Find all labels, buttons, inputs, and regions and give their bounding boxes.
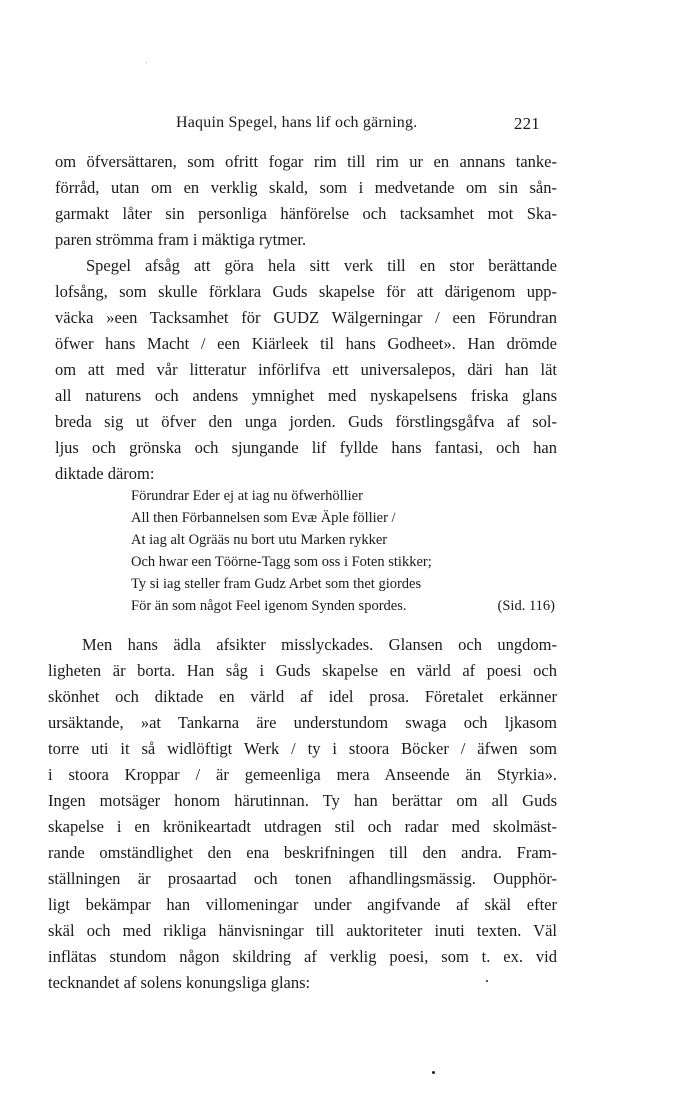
verse-line: At iag alt Ogrääs nu bort utu Marken rykker — [131, 532, 388, 548]
text-line: Spegel afsåg att göra hela sitt verk till en stor berättande — [86, 256, 557, 275]
text-line: ligt bekämpar han villomeningar under angifvande af skäl efter — [48, 895, 557, 914]
text-line: diktade därom: — [55, 464, 155, 483]
text-line: tecknandet af solens konungsliga glans: — [48, 973, 311, 992]
text-line: skäl och med rikliga hänvisningar till auktoriteter inuti texten. Väl — [48, 921, 557, 940]
running-title: Haquin Spegel, hans lif och gärning. — [176, 114, 418, 131]
page-number: 221 — [513, 114, 540, 133]
text-line: rande omständlighet den ena beskrifningen till den andra. Fram- — [48, 843, 557, 862]
print-speck — [432, 1071, 435, 1074]
text-line: väcka »een Tacksamhet för GUDZ Wälgerningar / een Förundran — [55, 308, 557, 327]
verse-line: Förundrar Eder ej at iag nu öfwerhöllier — [131, 488, 363, 504]
text-line: om öfversättaren, som ofritt fogar rim till rim ur en annans tanke- — [55, 152, 557, 171]
text-line: om att med vår litteratur införlifva ett universalepos, däri han lät — [55, 360, 557, 379]
verse-line-with-citation — [131, 596, 555, 617]
verse-citation: (Sid. 116) — [497, 598, 555, 614]
print-speck — [146, 62, 147, 63]
text-line: skapelse i en krönikeartadt utdragen stil och radar med skolmäst- — [48, 817, 557, 836]
text-line: torre uti it så widlöftigt Werk / ty i stoora Böcker / äfwen som — [48, 739, 557, 758]
text-line: ställningen är prosaartad och tonen afhandlingsmässig. Oupphör- — [48, 869, 557, 888]
text-line: all naturens och andens ymnighet med nyskapelsens friska glans — [55, 386, 557, 405]
text-line: breda sig ut öfver den unga jorden. Guds förstlingsgåfva af sol- — [55, 412, 557, 431]
text-line: Men hans ädla afsikter misslyckades. Glansen och ungdom- — [82, 635, 557, 654]
text-line: Ingen motsäger honom härutinnan. Ty han berättar om all Guds — [48, 791, 557, 810]
text-line: i stoora Kroppar / är gemeenliga mera Anseende än Styrkia». — [48, 765, 557, 784]
text-line: förråd, utan om en verklig skald, som i medvetande om sin sån- — [55, 178, 557, 197]
text-line: ligheten är borta. Han såg i Guds skapelse en värld af poesi och — [48, 661, 557, 680]
text-line: ljus och grönska och sjungande lif fyllde hans fantasi, och han — [55, 438, 557, 457]
verse-line: Ty si iag steller fram Gudz Arbet som thet giordes — [131, 576, 422, 592]
verse-line: Och hwar een Töörne-Tagg som oss i Foten stikker; — [131, 554, 432, 570]
text-line: inflätas stundom någon skildring af verklig poesi, som t. ex. vid — [48, 947, 557, 966]
text-line: garmakt låter sin personliga hänförelse och tacksamhet mot Ska- — [55, 204, 557, 223]
text-line: paren strömma fram i mäktiga rytmer. — [55, 230, 307, 249]
text-line: skönhet och diktade en värld af idel prosa. Företalet erkänner — [48, 687, 557, 706]
text-line: lofsång, som skulle förklara Guds skapelse för att därigenom upp- — [55, 282, 557, 301]
verse-line: All then Förbannelsen som Evæ Äple föllier / — [131, 510, 396, 526]
print-speck — [486, 980, 488, 982]
text-line: ursäktande, »at Tankarna äre understundom swaga och ljkasom — [48, 713, 557, 732]
text-line: öfwer hans Macht / een Kiärleek til hans Godheet». Han drömde — [55, 334, 557, 353]
verse-line: För än som något Feel igenom Synden spordes. — [131, 598, 407, 614]
